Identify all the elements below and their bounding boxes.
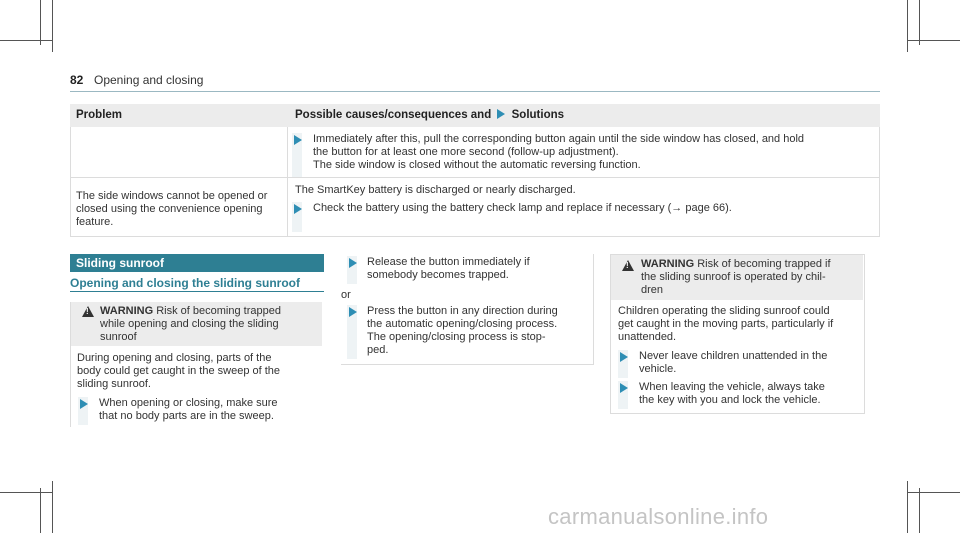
table-border [879, 127, 880, 237]
table-header-row [70, 104, 880, 127]
page-number: 82 [70, 73, 84, 87]
arrow-icon [349, 307, 357, 317]
step-text: Never leave children unattended in the vehicle. [639, 350, 828, 375]
section-title-bar [70, 254, 324, 272]
arrow-icon [620, 383, 628, 393]
warning-text: WARNING Risk of becoming trapped if the sliding sunroof is operated by chil- dren [641, 258, 831, 296]
watermark: carmanualsonline.info [548, 504, 769, 529]
page-header-title: Opening and closing [94, 73, 204, 87]
row1-solution: Immediately after this, pull the corresponding button again until the side window has closed, and hold the button for at least one more second (follow-up adjustment). The side window is closed without the automatic reversing function. [313, 133, 805, 171]
crop-mark [0, 40, 52, 41]
warning-text: WARNING Risk of becoming trapped while opening and closing the sliding sunroof [100, 305, 281, 343]
crop-mark [40, 488, 41, 533]
arrow-icon [80, 399, 88, 409]
row2-solution: Check the battery using the battery check lamp and replace if necessary (→ page 66). [313, 202, 732, 214]
step-text: Release the button immediately if somebody becomes trapped. [367, 256, 530, 281]
crop-mark [907, 0, 908, 52]
or-label: or [341, 289, 351, 301]
step-text: When leaving the vehicle, always take the key with you and lock the vehicle. [639, 381, 825, 406]
table-divider [70, 236, 880, 237]
crop-mark [919, 488, 920, 533]
row2-problem: The side windows cannot be opened or closed using the convenience opening feature. [76, 190, 268, 228]
crop-mark [40, 0, 41, 45]
section-title: Sliding sunroof [76, 256, 164, 270]
arrow-icon [294, 204, 302, 214]
crop-mark [907, 481, 908, 533]
body-text: During opening and closing, parts of the body could get caught in the sweep of the sliding sunroof. [77, 352, 281, 390]
table-divider [287, 127, 288, 237]
body-text: Children operating the sliding sunroof could get caught in the moving parts, particularly if unattended. [618, 305, 834, 343]
crop-mark [0, 492, 52, 493]
problem-table [70, 104, 880, 237]
arrow-icon [620, 352, 628, 362]
row2-cause: The SmartKey battery is discharged or nearly discharged. [295, 184, 576, 196]
crop-mark [908, 40, 960, 41]
crop-mark [908, 492, 960, 493]
header-rule [70, 91, 880, 92]
arrow-icon [294, 135, 302, 145]
subheading: Opening and closing the sliding sunroof [70, 276, 300, 290]
warning-icon [82, 306, 94, 317]
table-divider [70, 177, 880, 178]
warning-icon [622, 260, 634, 271]
table-border [70, 127, 71, 237]
arrow-icon [497, 109, 505, 119]
subheading-rule [70, 291, 324, 292]
crop-mark [52, 481, 53, 533]
crop-mark [919, 0, 920, 45]
arrow-icon [349, 258, 357, 268]
step-text: Press the button in any direction during the automatic opening/closing process. The opening/closing process is stop- ped. [367, 305, 558, 356]
crop-mark [52, 0, 53, 52]
step-text: When opening or closing, make sure that no body parts are in the sweep. [99, 397, 278, 422]
col-header-causes: Possible causes/consequences and Solutions [295, 109, 565, 121]
col-header-problem: Problem [76, 109, 123, 121]
